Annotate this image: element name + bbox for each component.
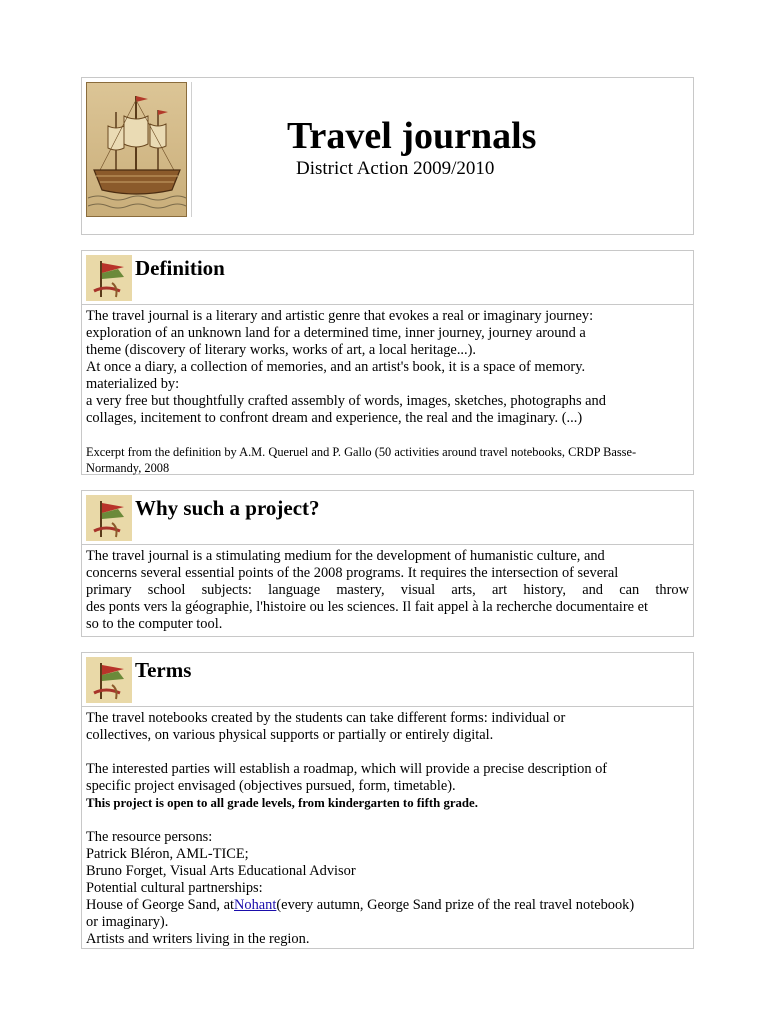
definition-section (81, 250, 694, 475)
grade-levels-note: This project is open to all grade levels, from kindergarten to fifth grade. (86, 796, 478, 810)
house-suffix: (every autumn, George Sand prize of the real travel notebook) (276, 897, 635, 913)
text-line: The travel journal is a stimulating medium for the development of humanistic culture, and (86, 548, 605, 564)
ship-illustration-icon (86, 82, 192, 217)
flag-icon (86, 657, 132, 703)
text-line: concerns several essential points of the 2008 programs. It requires the intersection of several (86, 565, 619, 581)
text-line: The interested parties will establish a roadmap, which will provide a precise description of (86, 761, 608, 777)
text-line: materialized by: (86, 376, 180, 392)
text-line: specific project envisaged (objectives pursued, form, timetable). (86, 778, 456, 794)
definition-header (82, 251, 693, 305)
flag-icon (86, 255, 132, 301)
house-line (86, 897, 689, 914)
section-title: Definition (135, 256, 225, 280)
text-line: collages, incitement to confront dream and experience, the real and the imaginary. (...) (86, 410, 583, 426)
text-line: a very free but thoughtfully crafted assembly of words, images, sketches, photographs and (86, 393, 606, 409)
text-line: The travel journal is a literary and artistic genre that evokes a real or imaginary journey: (86, 308, 594, 324)
definition-body (82, 305, 693, 478)
section-title: Why such a project? (135, 496, 320, 520)
section-title: Terms (135, 658, 192, 682)
text-line: primary school subjects: language mastery, visual arts, art history, and can throw (86, 582, 689, 598)
text-line: collectives, on various physical supports or partially or entirely digital. (86, 727, 494, 743)
text-line: Potential cultural partnerships: (86, 880, 263, 896)
text-line: theme (discovery of literary works, works of art, a local heritage...). (86, 342, 477, 358)
text-line: des ponts vers la géographie, l'histoire ou les sciences. Il fait appel à la recherche documentaire et (86, 599, 649, 615)
text-line: Patrick Bléron, AML-TICE; (86, 846, 249, 862)
header-box (81, 77, 694, 235)
text-line: The travel notebooks created by the students can take different forms: individual or (86, 710, 566, 726)
text-line: so to the computer tool. (86, 616, 223, 632)
page-title: Travel journals (287, 115, 537, 157)
terms-section (81, 652, 694, 949)
text-line: or imaginary). (86, 914, 169, 930)
excerpt-line: Excerpt from the definition by A.M. Queruel and P. Gallo (50 activities around travel notebooks, CRDP Basse- (86, 445, 637, 459)
why-body (82, 545, 693, 635)
text-line: Artists and writers living in the region. (86, 931, 310, 947)
page-subtitle: District Action 2009/2010 (296, 158, 495, 179)
text-line: Bruno Forget, Visual Arts Educational Advisor (86, 863, 356, 879)
why-header (82, 491, 693, 545)
text-line: At once a diary, a collection of memories, and an artist's book, it is a space of memory. (86, 359, 586, 375)
terms-body (82, 707, 693, 950)
nohant-link[interactable]: Nohant (234, 897, 277, 913)
excerpt-line: Normandy, 2008 (86, 461, 170, 475)
house-prefix: House of George Sand, at (86, 897, 235, 913)
text-line: exploration of an unknown land for a determined time, inner journey, journey around a (86, 325, 586, 341)
text-line: The resource persons: (86, 829, 213, 845)
terms-header (82, 653, 693, 707)
flag-icon (86, 495, 132, 541)
why-section (81, 490, 694, 637)
